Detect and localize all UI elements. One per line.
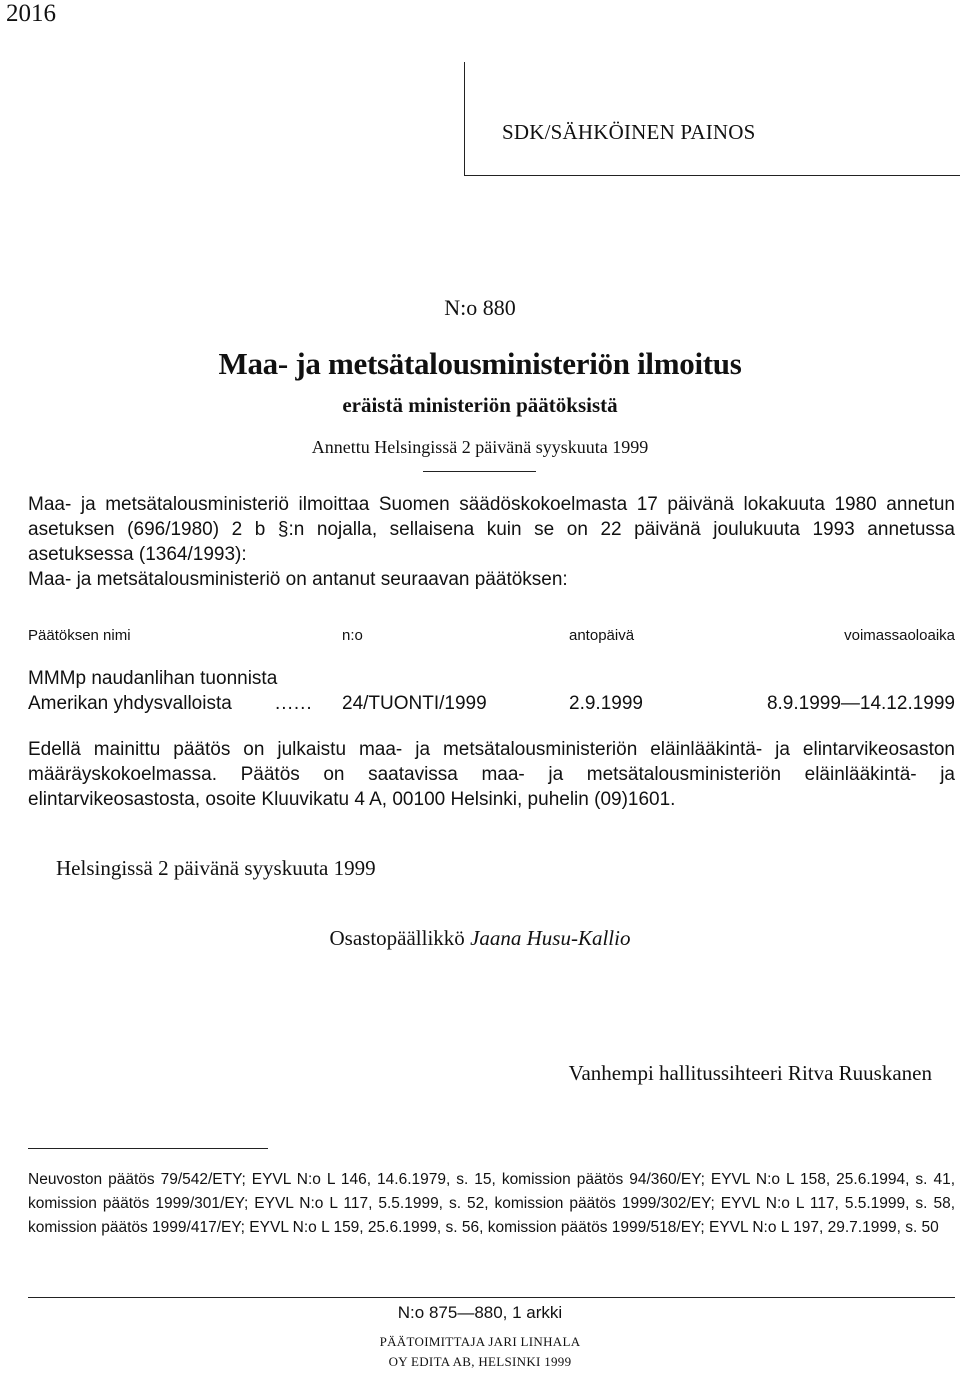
signer1-name: Jaana Husu-Kallio	[470, 926, 631, 950]
table-row-name-line1: MMMp naudanlihan tuonnista	[28, 668, 278, 689]
header-issue-date: antopäivä	[569, 627, 635, 644]
printer-line: OY EDITA AB, HELSINKI 1999	[388, 1354, 572, 1369]
footnote: Neuvoston päätös 79/542/ETY; EYVL N:o L 146, 14.6.1979, s. 15, komission päätös 94/360/EY; EYVL N:o L 158, 25.6.1994, s. 41, komission päätös 1999/301/EY; EYVL N:o L 117, 5.5.1999, s. 52, komission päätös 1999/302/EY; EYVL N:o L 117, 5.5.1999, s. 58, komission päätös 1999/417/EY; EYVL N:o L 159, 25.6.1999, s. 56, komission päätös 1999/518/EY; EYVL N:o L 197, 29.7.1999, s. 50	[28, 1171, 955, 1236]
row-dot-leader: ......	[275, 693, 313, 714]
editor-line: PÄÄTOIMITTAJA JARI LINHALA	[379, 1334, 581, 1349]
edition-box	[464, 62, 960, 176]
row-validity: 8.9.1999—14.12.1999	[766, 693, 955, 714]
edition-label: SDK/SÄHKÖINEN PAINOS	[502, 120, 756, 144]
page-number: 2016	[6, 0, 56, 27]
decision-line: Maa- ja metsätalousministeriö on antanut seuraavan päätöksen:	[28, 569, 568, 590]
table-row	[28, 693, 955, 719]
footer-divider	[28, 1297, 955, 1298]
signature-2: Vanhempi hallitussihteeri Ritva Ruuskanen	[568, 1061, 932, 1085]
table-header	[28, 627, 955, 651]
intro-paragraph: Maa- ja metsätalousministeriö ilmoittaa Suomen säädöskokoelmasta 17 päivänä lokakuuta 1980 annetun asetuksen (696/1980) 2 b §:n nojalla, sellaisena kuin se on 22 päivänä joulukuuta 1993 annetussa asetuksessa (1364/1993):	[28, 494, 955, 565]
row-number: 24/TUONTI/1999	[342, 693, 487, 714]
row-name-line2: Amerikan yhdysvalloista	[28, 693, 232, 714]
publication-paragraph: Edellä mainittu päätös on julkaistu maa- ja metsätalousministeriön eläinlääkintä- ja elintarvikeosaston määräyskokoelmassa. Päätös on saatavissa maa- ja metsätalousministeriön eläinlääkintä- ja elintarvikeosastosta, osoite Kluuvikatu 4 A, 00100 Helsinki, puhelin (09)1601.	[28, 739, 955, 810]
title-divider	[423, 471, 536, 472]
header-number: n:o	[342, 627, 363, 644]
document-title: Maa- ja metsätalousministeriön ilmoitus	[218, 346, 742, 381]
document-subtitle: eräistä ministeriön päätöksistä	[342, 393, 618, 417]
header-decision-name: Päätöksen nimi	[28, 627, 131, 644]
signer1-title: Osastopäällikkö	[329, 926, 465, 950]
header-validity: voimassaoloaika	[844, 627, 955, 644]
footnote-divider	[28, 1148, 268, 1149]
row-issue-date: 2.9.1999	[569, 693, 643, 714]
signature-place-date: Helsingissä 2 päivänä syyskuuta 1999	[56, 856, 376, 880]
signature-1	[0, 926, 960, 951]
document-number: N:o 880	[444, 295, 516, 320]
document-date-line: Annettu Helsingissä 2 päivänä syyskuuta 1999	[311, 437, 649, 457]
sheet-info: N:o 875—880, 1 arkki	[397, 1303, 563, 1322]
